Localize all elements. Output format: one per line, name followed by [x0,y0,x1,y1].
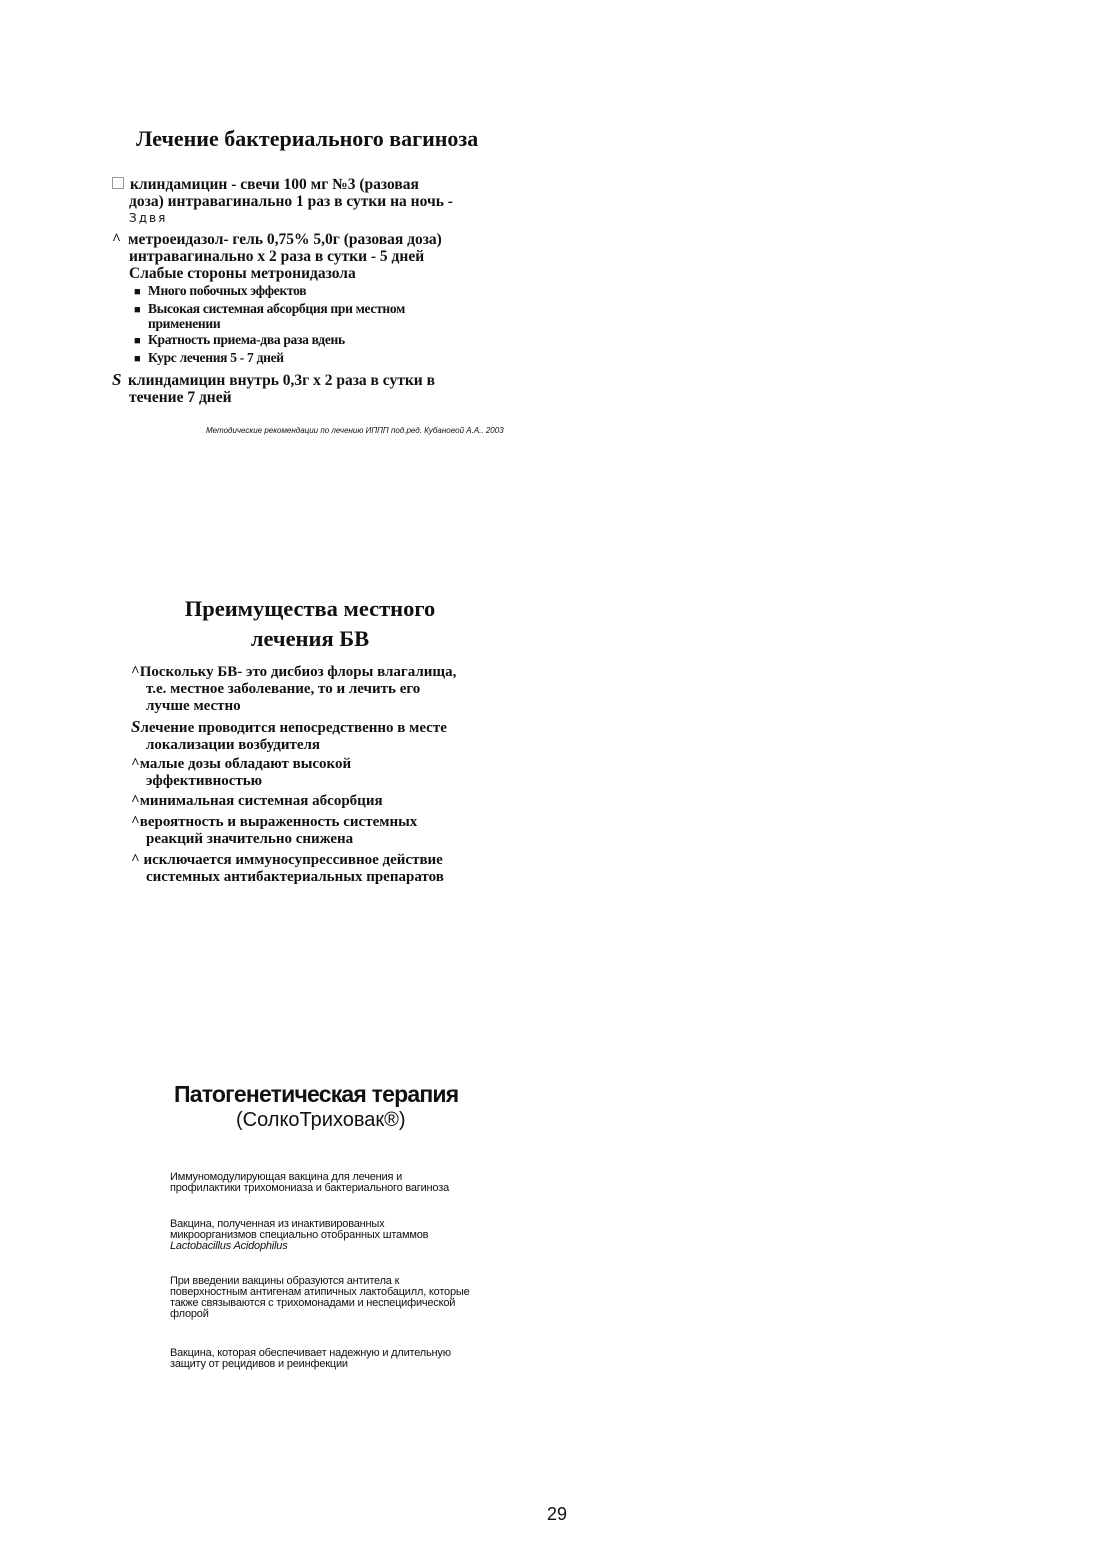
square-bullet-icon: ■ [134,335,141,347]
advantage-item: ^вероятность и выраженность системных реакций значительно снижена [131,814,418,847]
section3-title: Патогенетическая терапия [174,1081,459,1107]
section1-title: Лечение бактериального вагиноза [136,126,479,151]
sub-list-item: ■ Курс лечения 5 - 7 дней [134,350,284,365]
caret-marker: ^ [112,231,122,248]
advantage-item: ^минимальная системная абсорбция [131,793,383,809]
s-marker: S [112,370,122,389]
sub-list-item: ■ Много побочных эффектов [134,283,307,298]
treatment-item-clindamycin-suppository: клиндамицин - свечи 100 мг №3 (разовая доза) интравагинально 1 раз в сутки на ночь - Здвя [112,176,453,227]
reference-note: Методические рекомендации по лечению ИППП под.ред. Кубаноеой А.А.. 2003 [206,426,504,435]
advantage-item: ^ исключается иммуносупрессивное действие системных антибактериальных препаратов [131,852,444,885]
treatment-item-metronidazole-gel: ^ метроеидазол- гель 0,75% 5,0г (разовая доза) интравагинально х 2 раза в сутки - 5 дней Слабые стороны метронидазола [112,231,442,282]
page-number: 29 [547,1504,568,1524]
sub-list-item: ■ Кратность приема-два раза вдень [134,332,345,347]
vaccine-paragraph: Иммуномодулирующая вакцина для лечения и профилактики трихомониаза и бактериального вагиноза [170,1171,449,1194]
advantage-item: ^Поскольку БВ- это дисбиоз флоры влагалища, т.е. местное заболевание, то и лечить его лучше местно [131,664,457,714]
checkbox-icon [112,177,124,189]
square-bullet-icon: ■ [134,304,141,316]
vaccine-paragraph: Вакцина, которая обеспечивает надежную и длительную защиту от рецидивов и реинфекции [170,1347,451,1370]
vaccine-paragraph: Вакцина, полученная из инактивированных микроорганизмов специально отобранных штаммов Lactobacillus Acidophilus [170,1218,429,1252]
square-bullet-icon: ■ [134,286,141,298]
sub-list-item: ■ Высокая системная абсорбция при местном применении [134,301,405,331]
section2-title: Преимущества местного лечения БВ [184,596,436,651]
section3-subtitle: (СолкоТриховак®) [236,1109,406,1131]
advantage-item: Sлечение проводится непосредственно в месте локализации возбудителя [131,717,447,753]
square-bullet-icon: ■ [134,353,141,365]
advantage-item: ^малые дозы обладают высокой эффективностью [131,756,352,789]
treatment-item-clindamycin-oral: S клиндамицин внутрь 0,3г х 2 раза в сутки в течение 7 дней [112,370,435,406]
vaccine-paragraph: При введении вакцины образуются антитела к поверхностным антигенам атипичных лактобацилл, которые также связываются с трихомонадами и неспецифической флорой [170,1275,470,1320]
